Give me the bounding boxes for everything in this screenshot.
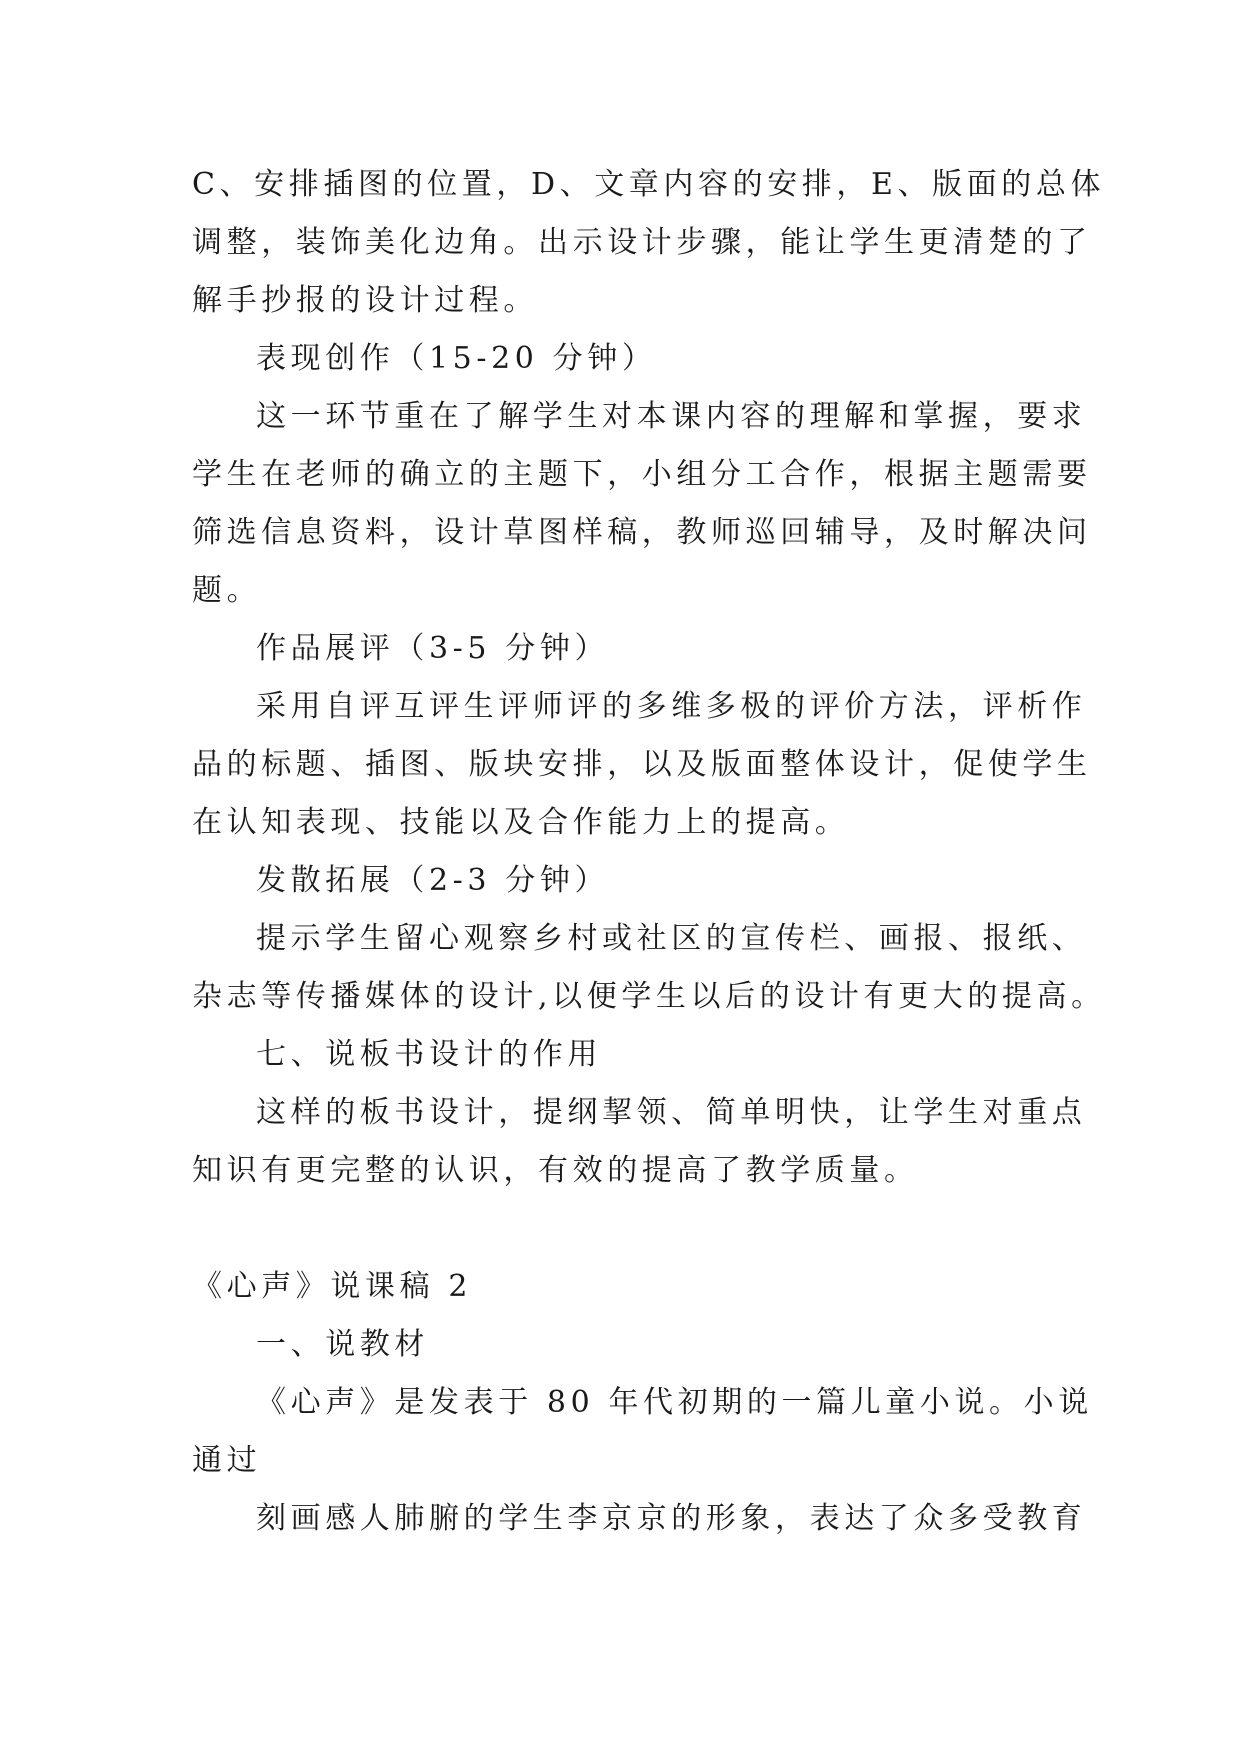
paragraph-line: 这一环节重在了解学生对本课内容的理解和掌握，要求 — [256, 399, 1087, 434]
paragraph-line: 解手抄报的设计过程。 — [192, 283, 538, 318]
section-heading: 作品展评（3-5 分钟） — [256, 631, 610, 666]
document-title: 《心声》说课稿 2 — [192, 1269, 473, 1304]
paragraph-line: 这样的板书设计，提纲挈领、简单明快，让学生对重点 — [256, 1095, 1087, 1130]
paragraph-line: C、安排插图的位置，D、文章内容的安排，E、版面的总体 — [192, 167, 1106, 202]
paragraph-line: 杂志等传播媒体的设计,以便学生以后的设计有更大的提高。 — [192, 979, 1106, 1014]
paragraph-line: 调整，装饰美化边角。出示设计步骤，能让学生更清楚的了 — [192, 225, 1092, 260]
paragraph-line: 在认知表现、技能以及合作能力上的提高。 — [192, 805, 850, 840]
section-heading: 表现创作（15-20 分钟） — [256, 341, 657, 376]
paragraph-line: 采用自评互评生评师评的多维多极的评价方法，评析作 — [256, 689, 1087, 724]
paragraph-line: 筛选信息资料，设计草图样稿，教师巡回辅导，及时解决问 — [192, 515, 1092, 550]
paragraph-line: 通过 — [192, 1443, 262, 1478]
paragraph-line: 刻画感人肺腑的学生李京京的形象，表达了众多受教育 — [256, 1501, 1087, 1536]
paragraph-line: 学生在老师的确立的主题下，小组分工合作，根据主题需要 — [192, 457, 1092, 492]
paragraph-line: 《心声》是发表于 80 年代初期的一篇儿童小说。小说 — [256, 1385, 1093, 1420]
section-heading: 七、说板书设计的作用 — [256, 1037, 602, 1072]
paragraph-line: 题。 — [192, 573, 262, 608]
section-heading: 一、说教材 — [256, 1327, 429, 1362]
paragraph-line: 知识有更完整的认识，有效的提高了教学质量。 — [192, 1153, 919, 1188]
paragraph-line: 提示学生留心观察乡村或社区的宣传栏、画报、报纸、 — [256, 921, 1087, 956]
section-heading: 发散拓展（2-3 分钟） — [256, 863, 610, 898]
paragraph-line: 品的标题、插图、版块安排，以及版面整体设计，促使学生 — [192, 747, 1092, 782]
